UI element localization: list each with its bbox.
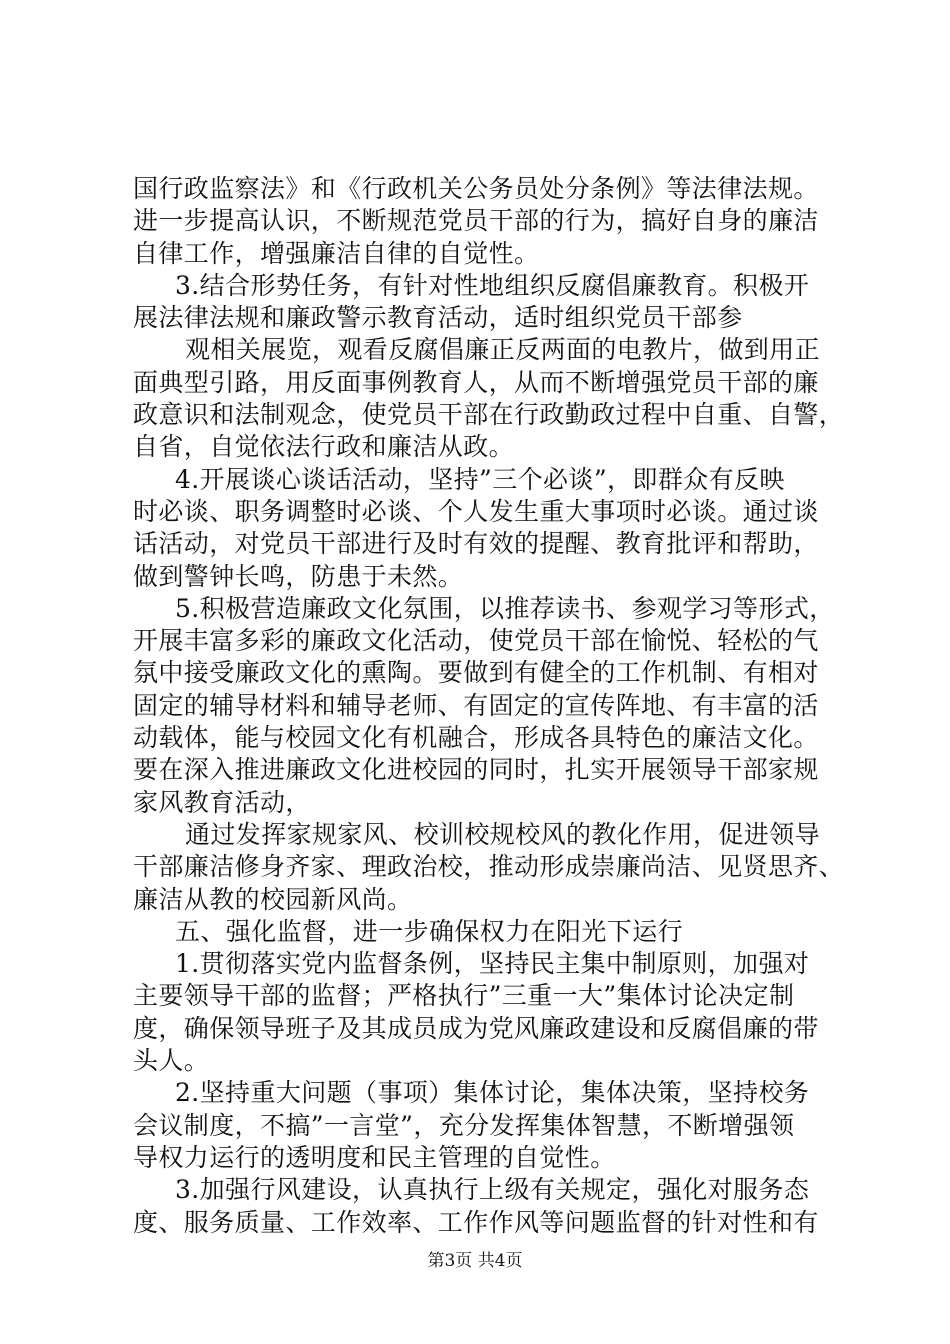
text-line: 氛中接受廉政文化的熏陶。要做到有健全的工作机制、有相对 xyxy=(133,658,819,688)
text-line: 导权力运行的透明度和民主管理的自觉性。 xyxy=(133,1142,616,1172)
section-heading: 五、强化监督，进一步确保权力在阳光下运行 xyxy=(175,916,684,946)
text-line: 展法律法规和廉政警示教育活动，适时组织党员干部参 xyxy=(133,303,743,333)
text-line: 进一步提高认识，不断规范党员干部的行为，搞好自身的廉洁 xyxy=(133,206,819,236)
text-line: 国行政监察法》和《行政机关公务员处分条例》等法律法规。 xyxy=(133,174,819,203)
text-line: 政意识和法制观念，使党员干部在行政勤政过程中自重、自警， xyxy=(133,400,845,430)
document-body xyxy=(133,173,845,1239)
text-line: 面典型引路，用反面事例教育人，从而不断增强党员干部的廉 xyxy=(133,367,819,397)
text-line: 自省，自觉依法行政和廉洁从政。 xyxy=(133,432,515,462)
text-line: 头人。 xyxy=(133,1046,210,1076)
text-line: 话活动，对党员干部进行及时有效的提醒、教育批评和帮助， xyxy=(133,529,819,559)
text-line: 通过发挥家规家风、校训校规校风的教化作用，促进领导 xyxy=(185,819,821,849)
text-line: 干部廉洁修身齐家、理政治校，推动形成崇廉尚洁、见贤思齐、 xyxy=(133,852,845,882)
text-line: 2.坚持重大问题（事项）集体讨论，集体决策，坚持校务 xyxy=(175,1078,810,1108)
text-line: 观相关展览，观看反腐倡廉正反两面的电教片，做到用正 xyxy=(185,335,821,365)
text-line: 4.开展谈心谈话活动，坚持”三个必谈”，即群众有反映 xyxy=(175,464,785,494)
text-line: 固定的辅导材料和辅导老师、有固定的宣传阵地、有丰富的活 xyxy=(133,690,819,720)
text-line: 自律工作，增强廉洁自律的自觉性。 xyxy=(133,238,540,268)
text-line: 3.加强行风建设，认真执行上级有关规定，强化对服务态 xyxy=(175,1175,810,1205)
text-line: 家风教育活动， xyxy=(133,787,311,817)
text-line: 3.结合形势任务，有针对性地组织反腐倡廉教育。积极开 xyxy=(175,270,810,300)
text-line: 动载体，能与校园文化有机融合，形成各具特色的廉洁文化。 xyxy=(133,723,819,753)
text-line: 廉洁从教的校园新风尚。 xyxy=(133,884,413,914)
text-line: 度、服务质量、工作效率、工作作风等问题监督的针对性和有 xyxy=(133,1207,819,1237)
text-line: 1.贯彻落实党内监督条例，坚持民主集中制原则，加强对 xyxy=(175,949,810,979)
text-line: 时必谈、职务调整时必谈、个人发生重大事项时必谈。通过谈 xyxy=(133,496,819,526)
text-line: 5.积极营造廉政文化氛围，以推荐读书、参观学习等形式， xyxy=(175,593,835,623)
text-line: 做到警钟长鸣，防患于未然。 xyxy=(133,561,464,591)
text-line: 主要领导干部的监督；严格执行”三重一大”集体讨论决定制 xyxy=(133,981,795,1011)
text-line: 要在深入推进廉政文化进校园的同时，扎实开展领导干部家规 xyxy=(133,755,819,785)
text-line: 开展丰富多彩的廉政文化活动，使党员干部在愉悦、轻松的气 xyxy=(133,626,819,656)
text-line: 会议制度，不搞”一言堂”，充分发挥集体智慧，不断增强领 xyxy=(133,1110,795,1140)
text-line: 度，确保领导班子及其成员成为党风廉政建设和反腐倡廉的带 xyxy=(133,1013,819,1043)
page-number-footer: 第3页 共4页 xyxy=(427,1251,523,1271)
